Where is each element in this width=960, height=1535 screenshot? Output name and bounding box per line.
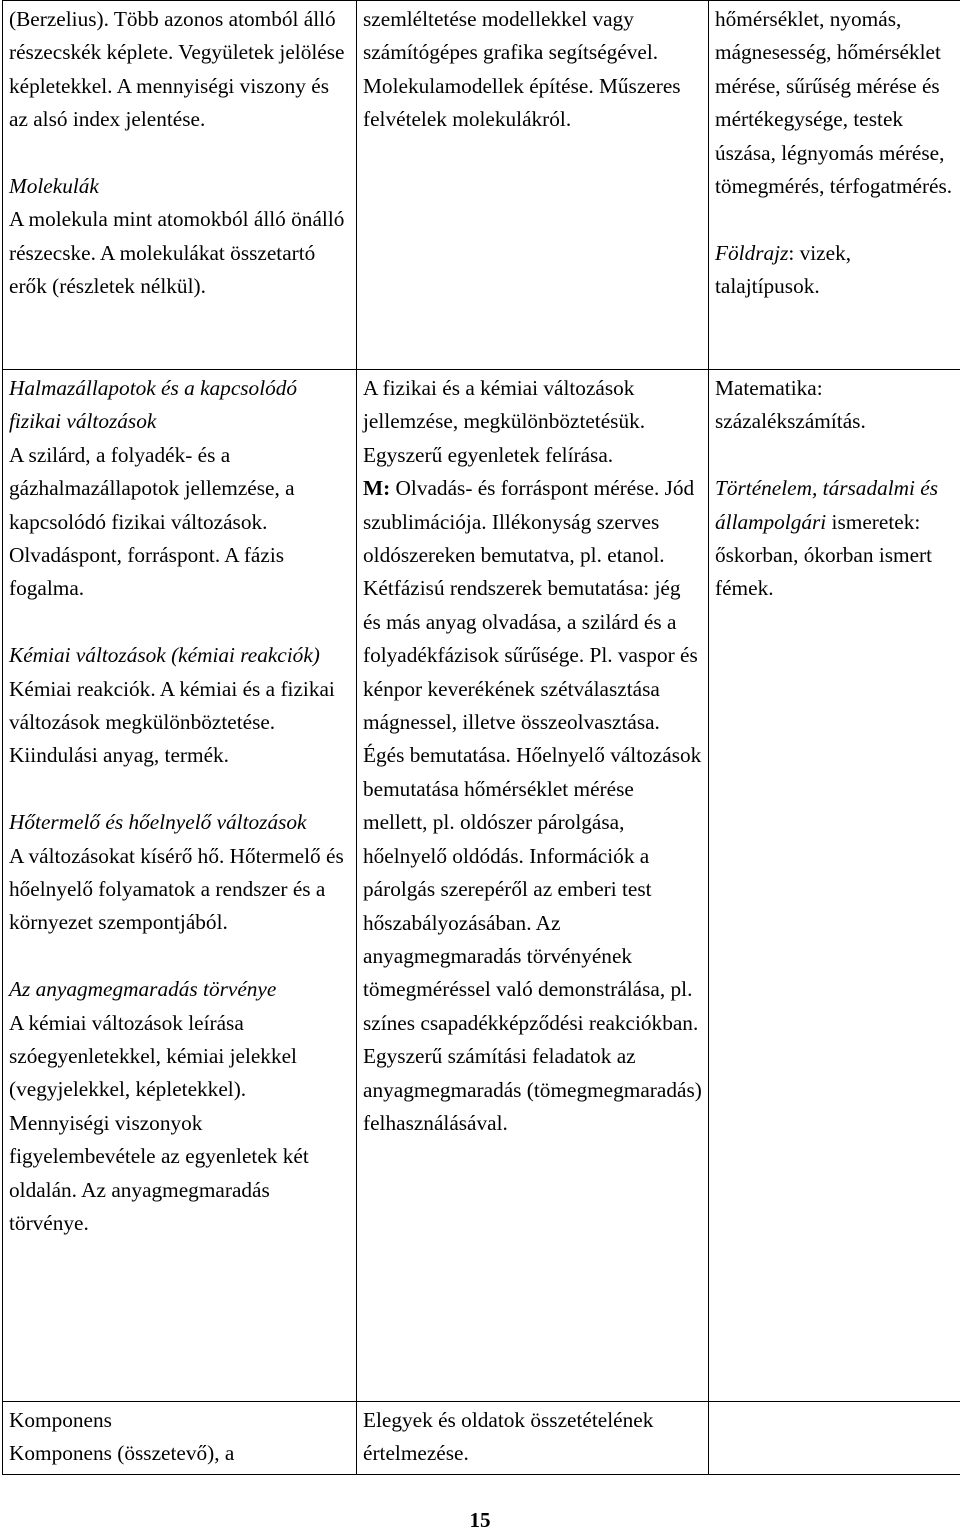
states-text: A szilárd, a folyadék- és a gázhalmazállapotok jellemzése, a kapcsolódó fizikai változások. Olvadáspont, forráspont. A fázis fogalma. (9, 442, 295, 601)
physics-connection-text: hőmérséklet, nyomás, mágnesesség, hőmérséklet mérése, sűrűség mérése és mértékegysége, testek úszása, légnyomás mérése, tömegmérés, térfogatmérés. (715, 7, 953, 199)
geography-connection (715, 237, 959, 304)
activities-text: szemléltetése modellekkel vagy számítógépes grafika segítségével. Molekulamodellek építése. Műszeres felvételek molekulákról. (363, 7, 681, 132)
conservation-heading: Az anyagmegmaradás törvénye (9, 977, 277, 1002)
cell-content (3, 1, 357, 370)
formula-text: (Berzelius). Több azonos atomból álló részecskék képlete. Vegyületek jelölése képletekkel. A mennyiségi viszony és az alsó index jelentése. (9, 7, 345, 132)
page-number: 15 (469, 1508, 491, 1532)
cell-activities (357, 1, 709, 370)
table-row (3, 1402, 960, 1475)
table-row (3, 370, 960, 1402)
activities-body: Olvadás- és forráspont mérése. Jód szublimációja. Illékonyság szerves oldószereken bemutatva, pl. etanol. Kétfázisú rendszerek bemutatása: jég és más anyag olvadása, a szilárd és a folyadékfázisok sűrűsége. Pl. vaspor és kénpor keverékének szétválasztása mágnessel, illetve összeolvasztása. Égés bemutatása. Hőelnyelő változások bemutatása hőmérséklet mérése mellett, pl. oldószer párolgása, hőelnyelő oldódás. Információk a párolgás szerepéről az emberi test hőszabályozásában. Az anyagmegmaradás törvényének tömegméréssel való demonstrálása, pl. színes csapadékképződési reakciókban. Egyszerű számítási feladatok az anyagmegmaradás (tömegmegmaradás) felhasználásával. (363, 476, 702, 1135)
component-title: Komponens (9, 1408, 112, 1432)
cell-connections (709, 1402, 960, 1475)
chemical-changes-heading: Kémiai változások (kémiai reakciók) (9, 643, 320, 668)
cell-connections (709, 370, 960, 1402)
measurement-label: M: (363, 476, 391, 501)
states-heading: Halmazállapotok és a kapcsolódó fizikai változások (9, 376, 298, 434)
history-text: ismeretek: őskorban, ókorban ismert fémek. (715, 509, 933, 601)
geography-text: : vizek, talajtípusok. (715, 240, 852, 299)
molecules-text: A molekula mint atomokból álló önálló részecske. A molekulákat összetartó erők (részletek nélkül). (9, 207, 345, 299)
heat-changes-text: A változásokat kísérő hő. Hőtermelő és hőelnyelő folyamatok a rendszer és a környezet szempontjából. (9, 843, 344, 935)
cell-activities (357, 370, 709, 1402)
table-row (3, 1, 960, 370)
cell-content (3, 370, 357, 1402)
history-connection (715, 472, 959, 606)
cell-content (3, 1402, 357, 1475)
cell-activities (357, 1402, 709, 1475)
math-connection: Matematika: százalékszámítás. (715, 376, 866, 434)
molecules-heading: Molekulák (9, 174, 99, 199)
activities-intro: A fizikai és a kémiai változások jellemzése, megkülönböztetésük. Egyszerű egyenletek felírása. (363, 376, 646, 467)
history-label: Történelem, társadalmi és állampolgári (715, 476, 939, 534)
cell-connections (709, 1, 960, 370)
curriculum-table (2, 0, 960, 1475)
mixtures-text: Elegyek és oldatok összetételének értelmezése. (363, 1408, 654, 1466)
activities-text (363, 372, 702, 1140)
heat-changes-heading: Hőtermelő és hőelnyelő változások (9, 810, 307, 835)
geography-label: Földrajz (715, 240, 789, 265)
chemical-changes-text: Kémiai reakciók. A kémiai és a fizikai változások megkülönböztetése. Kiindulási anyag, termék. (9, 676, 335, 768)
conservation-text: A kémiai változások leírása szóegyenletekkel, kémiai jelekkel (vegyjelekkel, képletekkel). Mennyiségi viszonyok figyelembevétele az egyenletek két oldalán. Az anyagmegmaradás törvénye. (9, 1010, 309, 1236)
component-text: Komponens (összetevő), a (9, 1441, 235, 1466)
